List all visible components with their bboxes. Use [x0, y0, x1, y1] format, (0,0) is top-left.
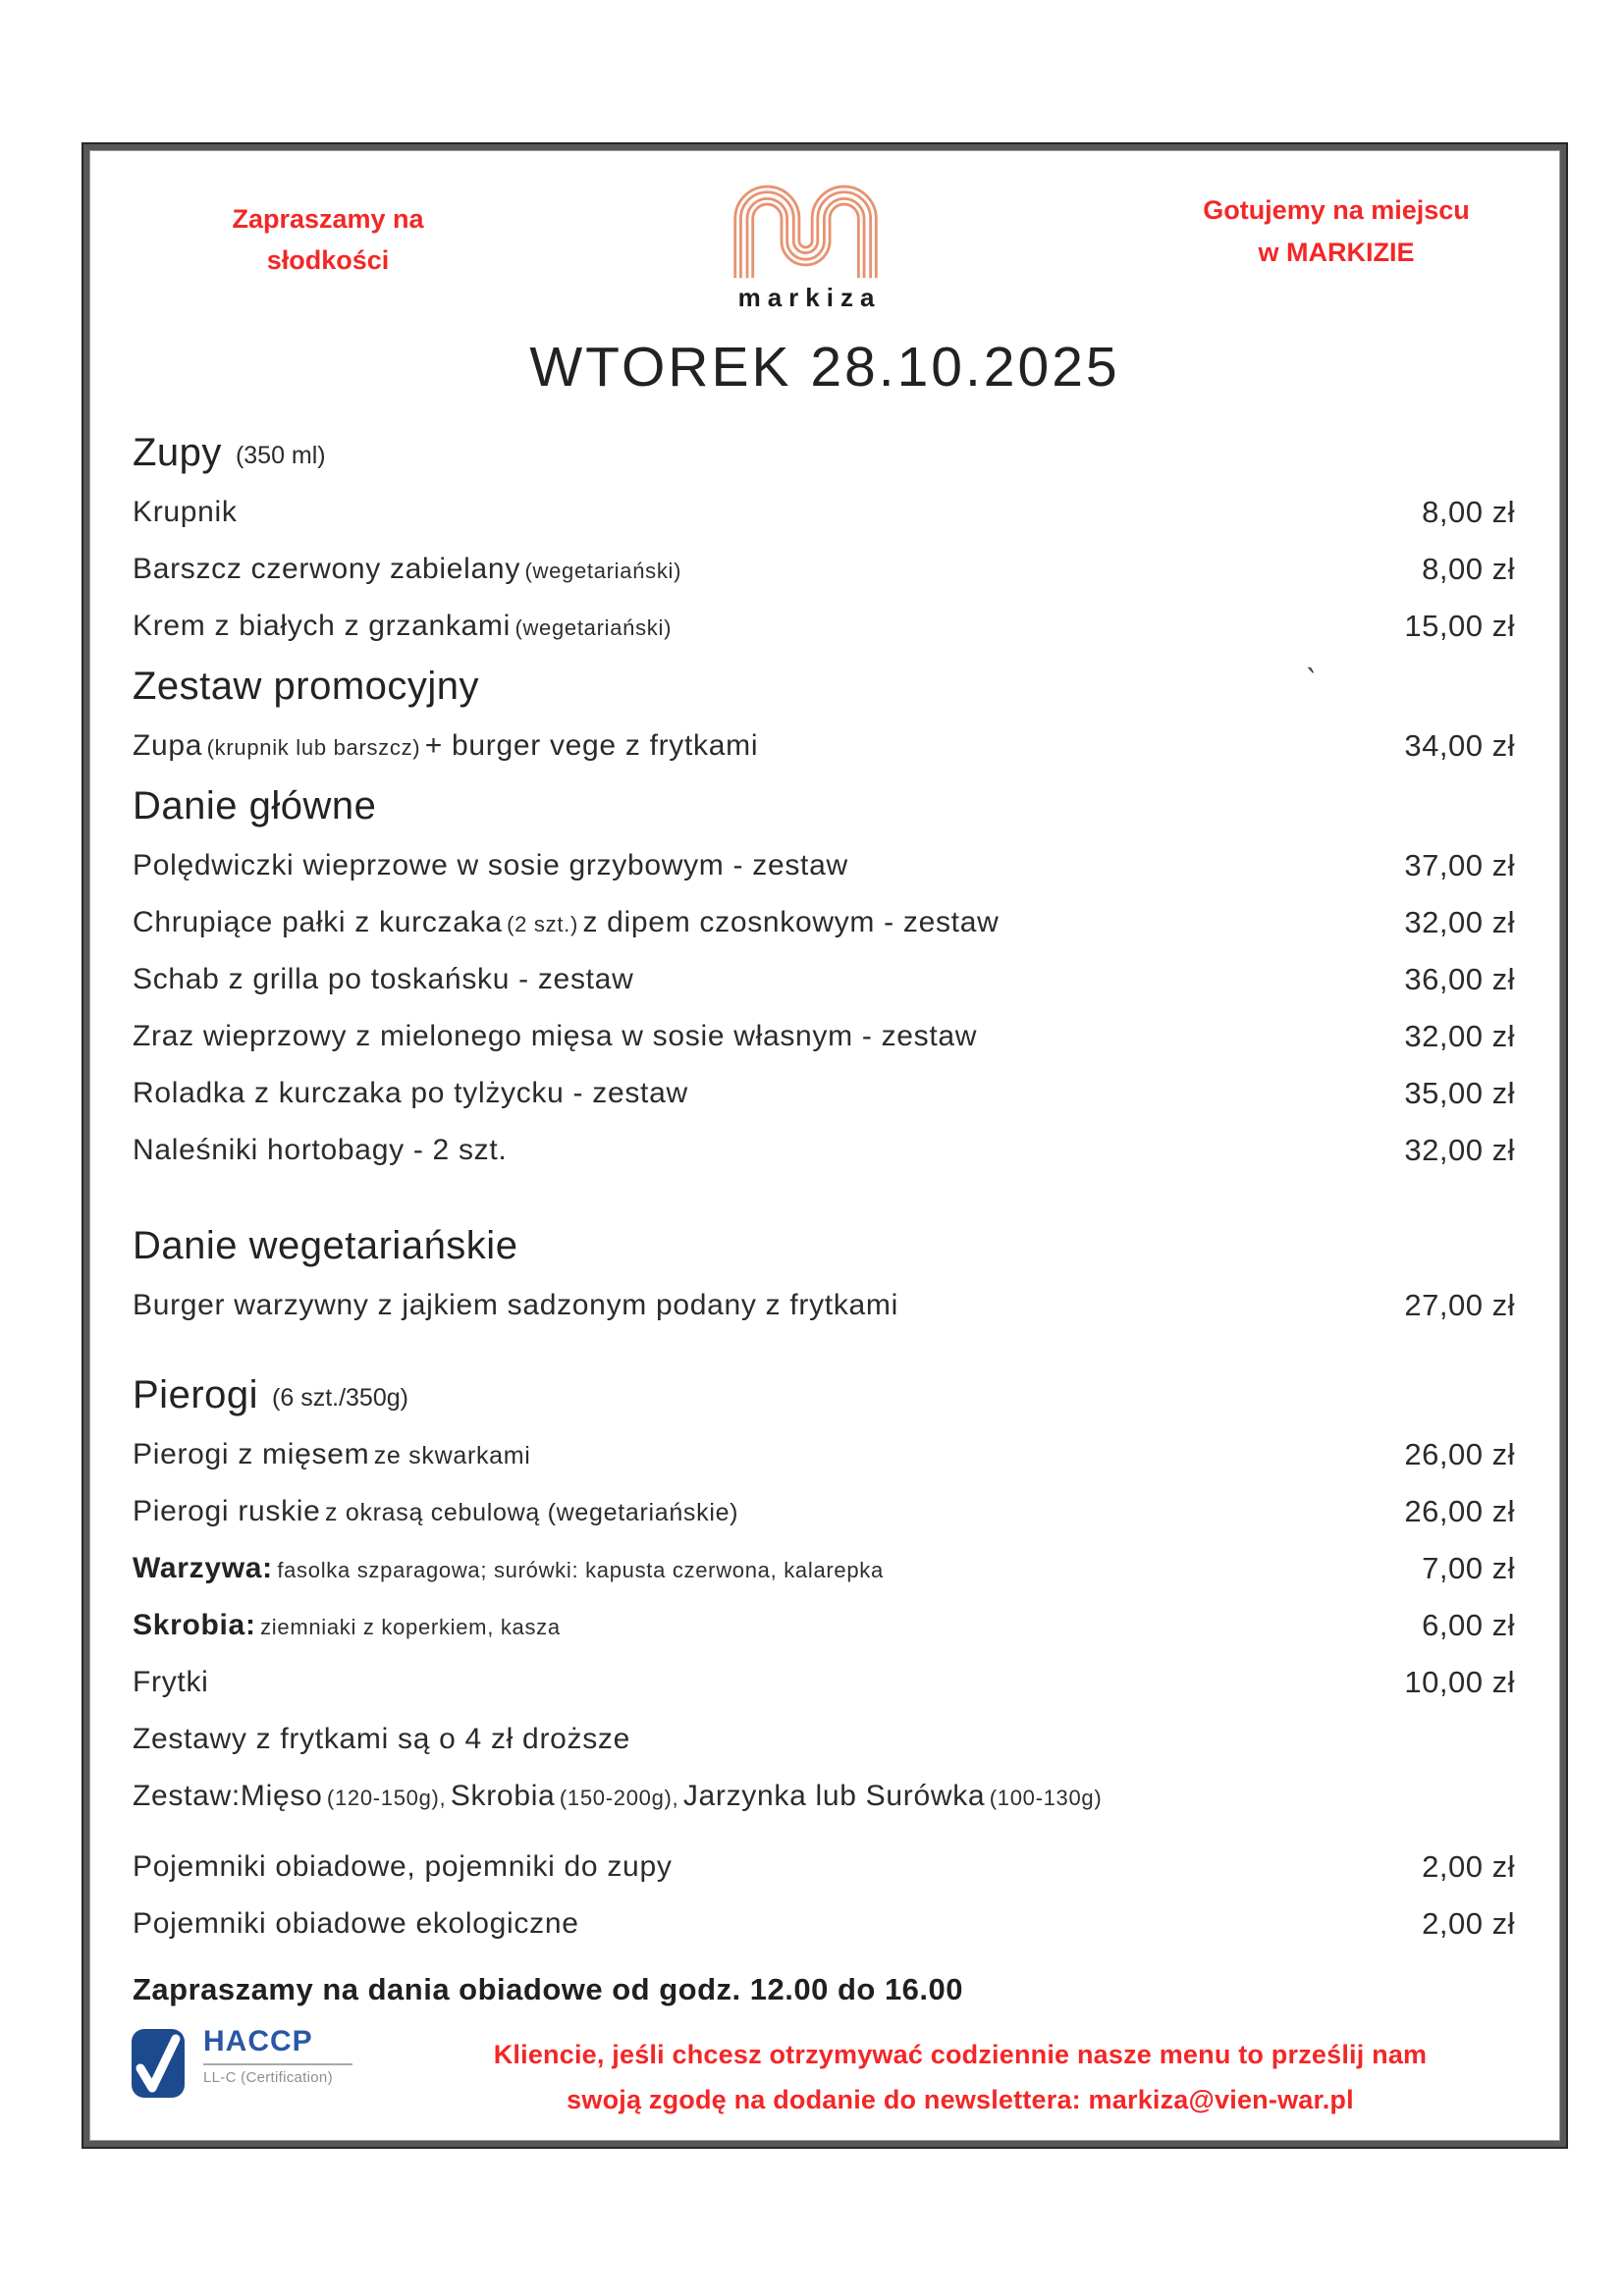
menu-item	[133, 484, 1515, 541]
item-name	[133, 729, 1404, 763]
item-name-part: Polędwiczki wieprzowe w sosie grzybowym - zestaw	[133, 849, 848, 881]
item-price: 37,00 zł	[1404, 848, 1515, 882]
menu-list	[89, 421, 1560, 1952]
menu-item	[133, 1122, 1515, 1179]
item-name-part: (wegetariański)	[514, 615, 673, 640]
menu-section	[133, 1214, 1515, 1334]
stray-mark: `	[1301, 662, 1318, 701]
menu-item	[133, 1711, 1515, 1768]
menu-item	[133, 718, 1515, 774]
item-name	[133, 1438, 1404, 1471]
item-name-part: Pierogi ruskie	[133, 1495, 321, 1527]
menu-item	[133, 1065, 1515, 1122]
menu-item	[133, 598, 1515, 655]
section-subtitle: (350 ml)	[235, 441, 326, 469]
newsletter-line1: Kliencie, jeśli chcesz otrzymywać codziennie nasze menu to prześlij nam	[493, 2040, 1428, 2069]
item-name-part: Jarzynka lub Surówka	[682, 1780, 986, 1812]
item-price: 26,00 zł	[1404, 1437, 1515, 1471]
menu-item	[133, 1654, 1515, 1711]
item-name	[133, 1495, 1404, 1528]
item-price: 32,00 zł	[1404, 1133, 1515, 1167]
menu-footer	[89, 2013, 1560, 2131]
item-name-part: Zestaw:Mięso	[133, 1780, 323, 1812]
menu-item	[133, 1008, 1515, 1065]
item-name-part: (100-130g)	[989, 1786, 1103, 1810]
item-price: 7,00 zł	[1422, 1551, 1515, 1585]
menu-item	[133, 1483, 1515, 1540]
section-header	[133, 774, 1515, 837]
item-price: 8,00 zł	[1422, 552, 1515, 586]
section-title: Pierogi	[133, 1372, 259, 1416]
haccp-divider	[203, 2063, 352, 2065]
item-name-part: Barszcz czerwony zabielany	[133, 553, 521, 585]
item-name-part: (2 szt.)	[507, 912, 578, 936]
page-title: WTOREK 28.10.2025	[529, 336, 1120, 399]
section-title: Zupy	[133, 430, 222, 474]
brand-logo	[730, 180, 883, 313]
item-name	[133, 963, 1404, 996]
item-name-part: Warzywa:	[133, 1552, 273, 1584]
menu-item	[133, 1597, 1515, 1654]
item-name	[133, 610, 1404, 643]
sweets-note	[176, 199, 480, 282]
menu-section	[133, 774, 1515, 1179]
item-price: 32,00 zł	[1404, 905, 1515, 939]
menu-item	[133, 1768, 1515, 1825]
item-price: 27,00 zł	[1404, 1288, 1515, 1322]
section-header	[133, 421, 1515, 484]
item-name	[133, 1609, 1422, 1642]
item-name	[133, 1850, 1422, 1884]
item-price: 10,00 zł	[1404, 1665, 1515, 1699]
menu-item	[133, 951, 1515, 1008]
item-name-part: (krupnik lub barszcz)	[206, 735, 421, 760]
item-price: 6,00 zł	[1422, 1608, 1515, 1642]
haccp-title: HACCP	[203, 2025, 313, 2057]
item-name	[133, 496, 1422, 529]
item-name-part: Krem z białych z grzankami	[133, 610, 511, 642]
item-name-part: Skrobia	[450, 1780, 556, 1812]
markiza-logo-icon	[731, 180, 881, 280]
item-name-part: ze skwarkami	[373, 1442, 531, 1469]
section-title: Zestaw promocyjny	[133, 664, 480, 708]
menu-item	[133, 1839, 1515, 1896]
section-title: Danie wegetariańskie	[133, 1223, 518, 1267]
item-price: 2,00 zł	[1422, 1849, 1515, 1884]
menu-header	[89, 150, 1560, 421]
item-price: 26,00 zł	[1404, 1494, 1515, 1528]
item-name	[133, 1780, 1515, 1813]
menu-section	[133, 421, 1515, 655]
menu-item	[133, 1426, 1515, 1483]
item-name-part: Chrupiące pałki z kurczaka	[133, 906, 503, 938]
item-name	[133, 849, 1404, 882]
menu-item	[133, 1896, 1515, 1952]
cooked-onsite-line2: w MARKIZIE	[1258, 238, 1415, 268]
item-name-part: Schab z grilla po toskańsku - zestaw	[133, 963, 634, 995]
menu-item	[133, 1277, 1515, 1334]
menu-frame	[83, 144, 1566, 2147]
item-name-part: Zestawy z frytkami są o 4 zł droższe	[133, 1723, 631, 1755]
item-price: 32,00 zł	[1404, 1019, 1515, 1053]
item-name-part: z okrasą cebulową (wegetariańskie)	[325, 1499, 739, 1526]
item-name-part: Skrobia:	[133, 1609, 256, 1641]
cooked-onsite-note	[1138, 189, 1535, 274]
item-name-part: Naleśniki hortobagy - 2 szt.	[133, 1134, 508, 1166]
item-name-part: Frytki	[133, 1666, 209, 1698]
sweets-note-line1: Zapraszamy na	[232, 204, 424, 234]
item-name-part: Pierogi z mięsem	[133, 1438, 370, 1470]
item-name-part: (150-200g),	[559, 1786, 679, 1810]
item-name	[133, 1020, 1404, 1053]
section-header	[133, 1214, 1515, 1277]
brand-name: markiza	[737, 283, 882, 312]
item-price: 2,00 zł	[1422, 1906, 1515, 1941]
item-name	[133, 906, 1404, 939]
item-price: 36,00 zł	[1404, 962, 1515, 996]
haccp-logo	[129, 2025, 352, 2102]
cooked-onsite-line1: Gotujemy na miejscu	[1203, 195, 1470, 225]
item-name-part: Pojemniki obiadowe, pojemniki do zupy	[133, 1850, 673, 1883]
menu-item	[133, 1540, 1515, 1597]
item-name-part: + burger vege z frytkami	[424, 729, 759, 762]
section-subtitle: (6 szt./350g)	[272, 1383, 408, 1412]
haccp-text	[203, 2025, 352, 2086]
item-name	[133, 1666, 1404, 1699]
item-price: 35,00 zł	[1404, 1076, 1515, 1110]
item-price: 34,00 zł	[1404, 728, 1515, 763]
item-name-part: (120-150g),	[326, 1786, 447, 1810]
newsletter-line2: swoją zgodę na dodanie do newslettera: markiza@vien-war.pl	[567, 2084, 1354, 2114]
section-title: Danie główne	[133, 783, 377, 828]
haccp-check-icon	[129, 2025, 188, 2102]
item-name-part: (wegetariański)	[524, 559, 682, 583]
item-name	[133, 1907, 1422, 1941]
haccp-subtitle: LL-C (Certification)	[203, 2069, 333, 2086]
item-name-part: Pojemniki obiadowe ekologiczne	[133, 1907, 579, 1940]
item-name	[133, 1723, 1515, 1756]
item-price: 15,00 zł	[1404, 609, 1515, 643]
menu-section	[133, 1363, 1515, 1952]
item-name	[133, 1289, 1404, 1322]
item-name	[133, 1552, 1422, 1585]
item-name-part: Burger warzywny z jajkiem sadzonym podany z frytkami	[133, 1289, 898, 1321]
item-name-part: ziemniaki z koperkiem, kasza	[260, 1615, 561, 1639]
newsletter-note	[384, 2033, 1537, 2123]
item-name	[133, 553, 1422, 586]
item-name-part: Zupa	[133, 729, 203, 762]
sweets-note-line2: słodkości	[266, 244, 390, 275]
menu-item	[133, 837, 1515, 894]
item-name-part: z dipem czosnkowym - zestaw	[582, 906, 1000, 938]
section-header	[133, 1363, 1515, 1426]
item-name-part: Roladka z kurczaka po tylżycku - zestaw	[133, 1077, 688, 1109]
hours-note: Zapraszamy na dania obiadowe od godz. 12.00 do 16.00	[133, 1972, 964, 2006]
item-name	[133, 1077, 1404, 1110]
item-name-part: fasolka szparagowa; surówki: kapusta czerwona, kalarepka	[277, 1558, 884, 1582]
item-name-part: Zraz wieprzowy z mielonego mięsa w sosie własnym - zestaw	[133, 1020, 978, 1052]
menu-item	[133, 541, 1515, 598]
item-name	[133, 1134, 1404, 1167]
item-name-part: Krupnik	[133, 496, 238, 528]
menu-item	[133, 894, 1515, 951]
item-price: 8,00 zł	[1422, 495, 1515, 529]
